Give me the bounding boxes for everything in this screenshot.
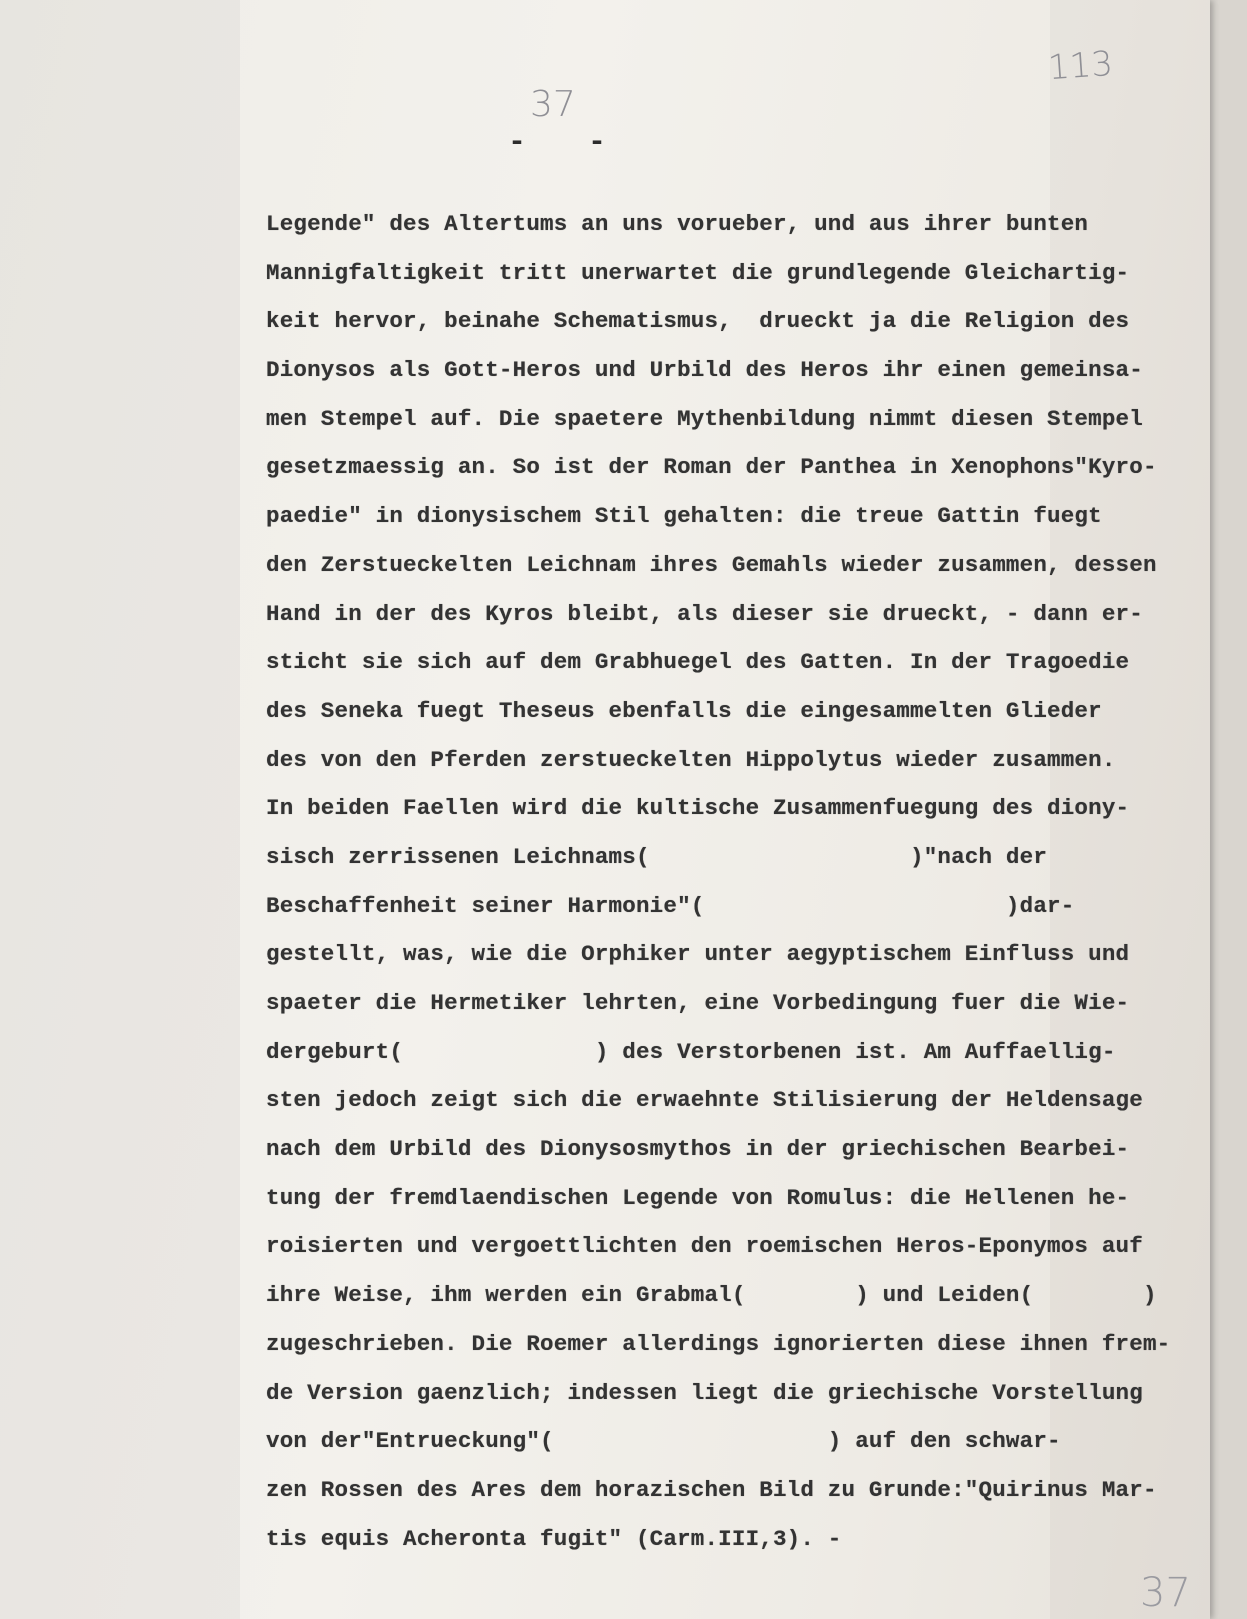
text-line: Hand in der des Kyros bleibt, als dieser sie drueckt, - dann er- — [266, 600, 1143, 627]
archive-number: 113 — [1046, 43, 1115, 89]
text-line: de Version gaenzlich; indessen liegt die griechische Vorstellung — [266, 1379, 1143, 1406]
text-line: tung der fremdlaendischen Legende von Romulus: die Hellenen he- — [266, 1184, 1130, 1211]
text-line: dergeburt( ) des Verstorbenen ist. Am Auffaellig- — [266, 1038, 1116, 1065]
text-line: zen Rossen des Ares dem horazischen Bild zu Grunde:"Quirinus Mar- — [266, 1476, 1157, 1503]
text-line: In beiden Faellen wird die kultische Zusammenfuegung des diony- — [266, 795, 1130, 822]
text-line: den Zerstueckelten Leichnam ihres Gemahls wieder zusammen, dessen — [266, 551, 1157, 578]
text-line: Mannigfaltigkeit tritt unerwartet die grundlegende Gleichartig- — [266, 259, 1130, 286]
text-line: paedie" in dionysischem Stil gehalten: die treue Gattin fuegt — [266, 503, 1102, 530]
text-line: spaeter die Hermetiker lehrten, eine Vorbedingung fuer die Wie- — [266, 990, 1130, 1016]
text-line: ihre Weise, ihm werden ein Grabmal( ) und Leiden( ) — [266, 1282, 1157, 1309]
text-line: Beschaffenheit seiner Harmonie"( )dar- — [266, 892, 1075, 919]
folio-number: 37 — [530, 84, 576, 125]
text-line: des von den Pferden zerstueckelten Hippolytus wieder zusammen. — [266, 746, 1116, 773]
text-line: von der"Entrueckung"( ) auf den schwar- — [266, 1428, 1061, 1455]
text-line: sticht sie sich auf dem Grabhuegel des Gatten. In der Tragoedie — [266, 649, 1130, 676]
text-line: des Seneka fuegt Theseus ebenfalls die eingesammelten Glieder — [266, 697, 1102, 724]
text-line: Dionysos als Gott-Heros und Urbild des Heros ihr einen gemeinsa- — [266, 357, 1143, 384]
body-text — [266, 200, 1186, 1563]
text-line: Legende" des Altertums an uns vorueber, und aus ihrer bunten — [266, 211, 1089, 237]
text-line: gestellt, was, wie die Orphiker unter aegyptischem Einfluss und — [266, 941, 1130, 968]
text-line: keit hervor, beinahe Schematismus, drueckt ja die Religion des — [266, 308, 1130, 335]
text-line: men Stempel auf. Die spaetere Mythenbildung nimmt diesen Stempel — [266, 405, 1143, 432]
text-line: tis equis Acheronta fugit" (Carm.III,3). - — [266, 1525, 842, 1552]
page-marker: - - — [508, 126, 609, 160]
text-line: roisierten und vergoettlichten den roemischen Heros-Eponymos auf — [266, 1233, 1143, 1260]
paper-crease — [0, 0, 240, 1619]
text-line: nach dem Urbild des Dionysosmythos in der griechischen Bearbei- — [266, 1136, 1130, 1163]
text-line: zugeschrieben. Die Roemer allerdings ignorierten diese ihnen frem- — [266, 1330, 1171, 1357]
text-line: sisch zerrissenen Leichnams( )"nach der — [266, 843, 1048, 870]
corner-number: 37 — [1140, 1570, 1191, 1616]
text-line: sten jedoch zeigt sich die erwaehnte Stilisierung der Heldensage — [266, 1087, 1143, 1114]
text-line: gesetzmaessig an. So ist der Roman der Panthea in Xenophons"Kyro- — [266, 454, 1157, 481]
